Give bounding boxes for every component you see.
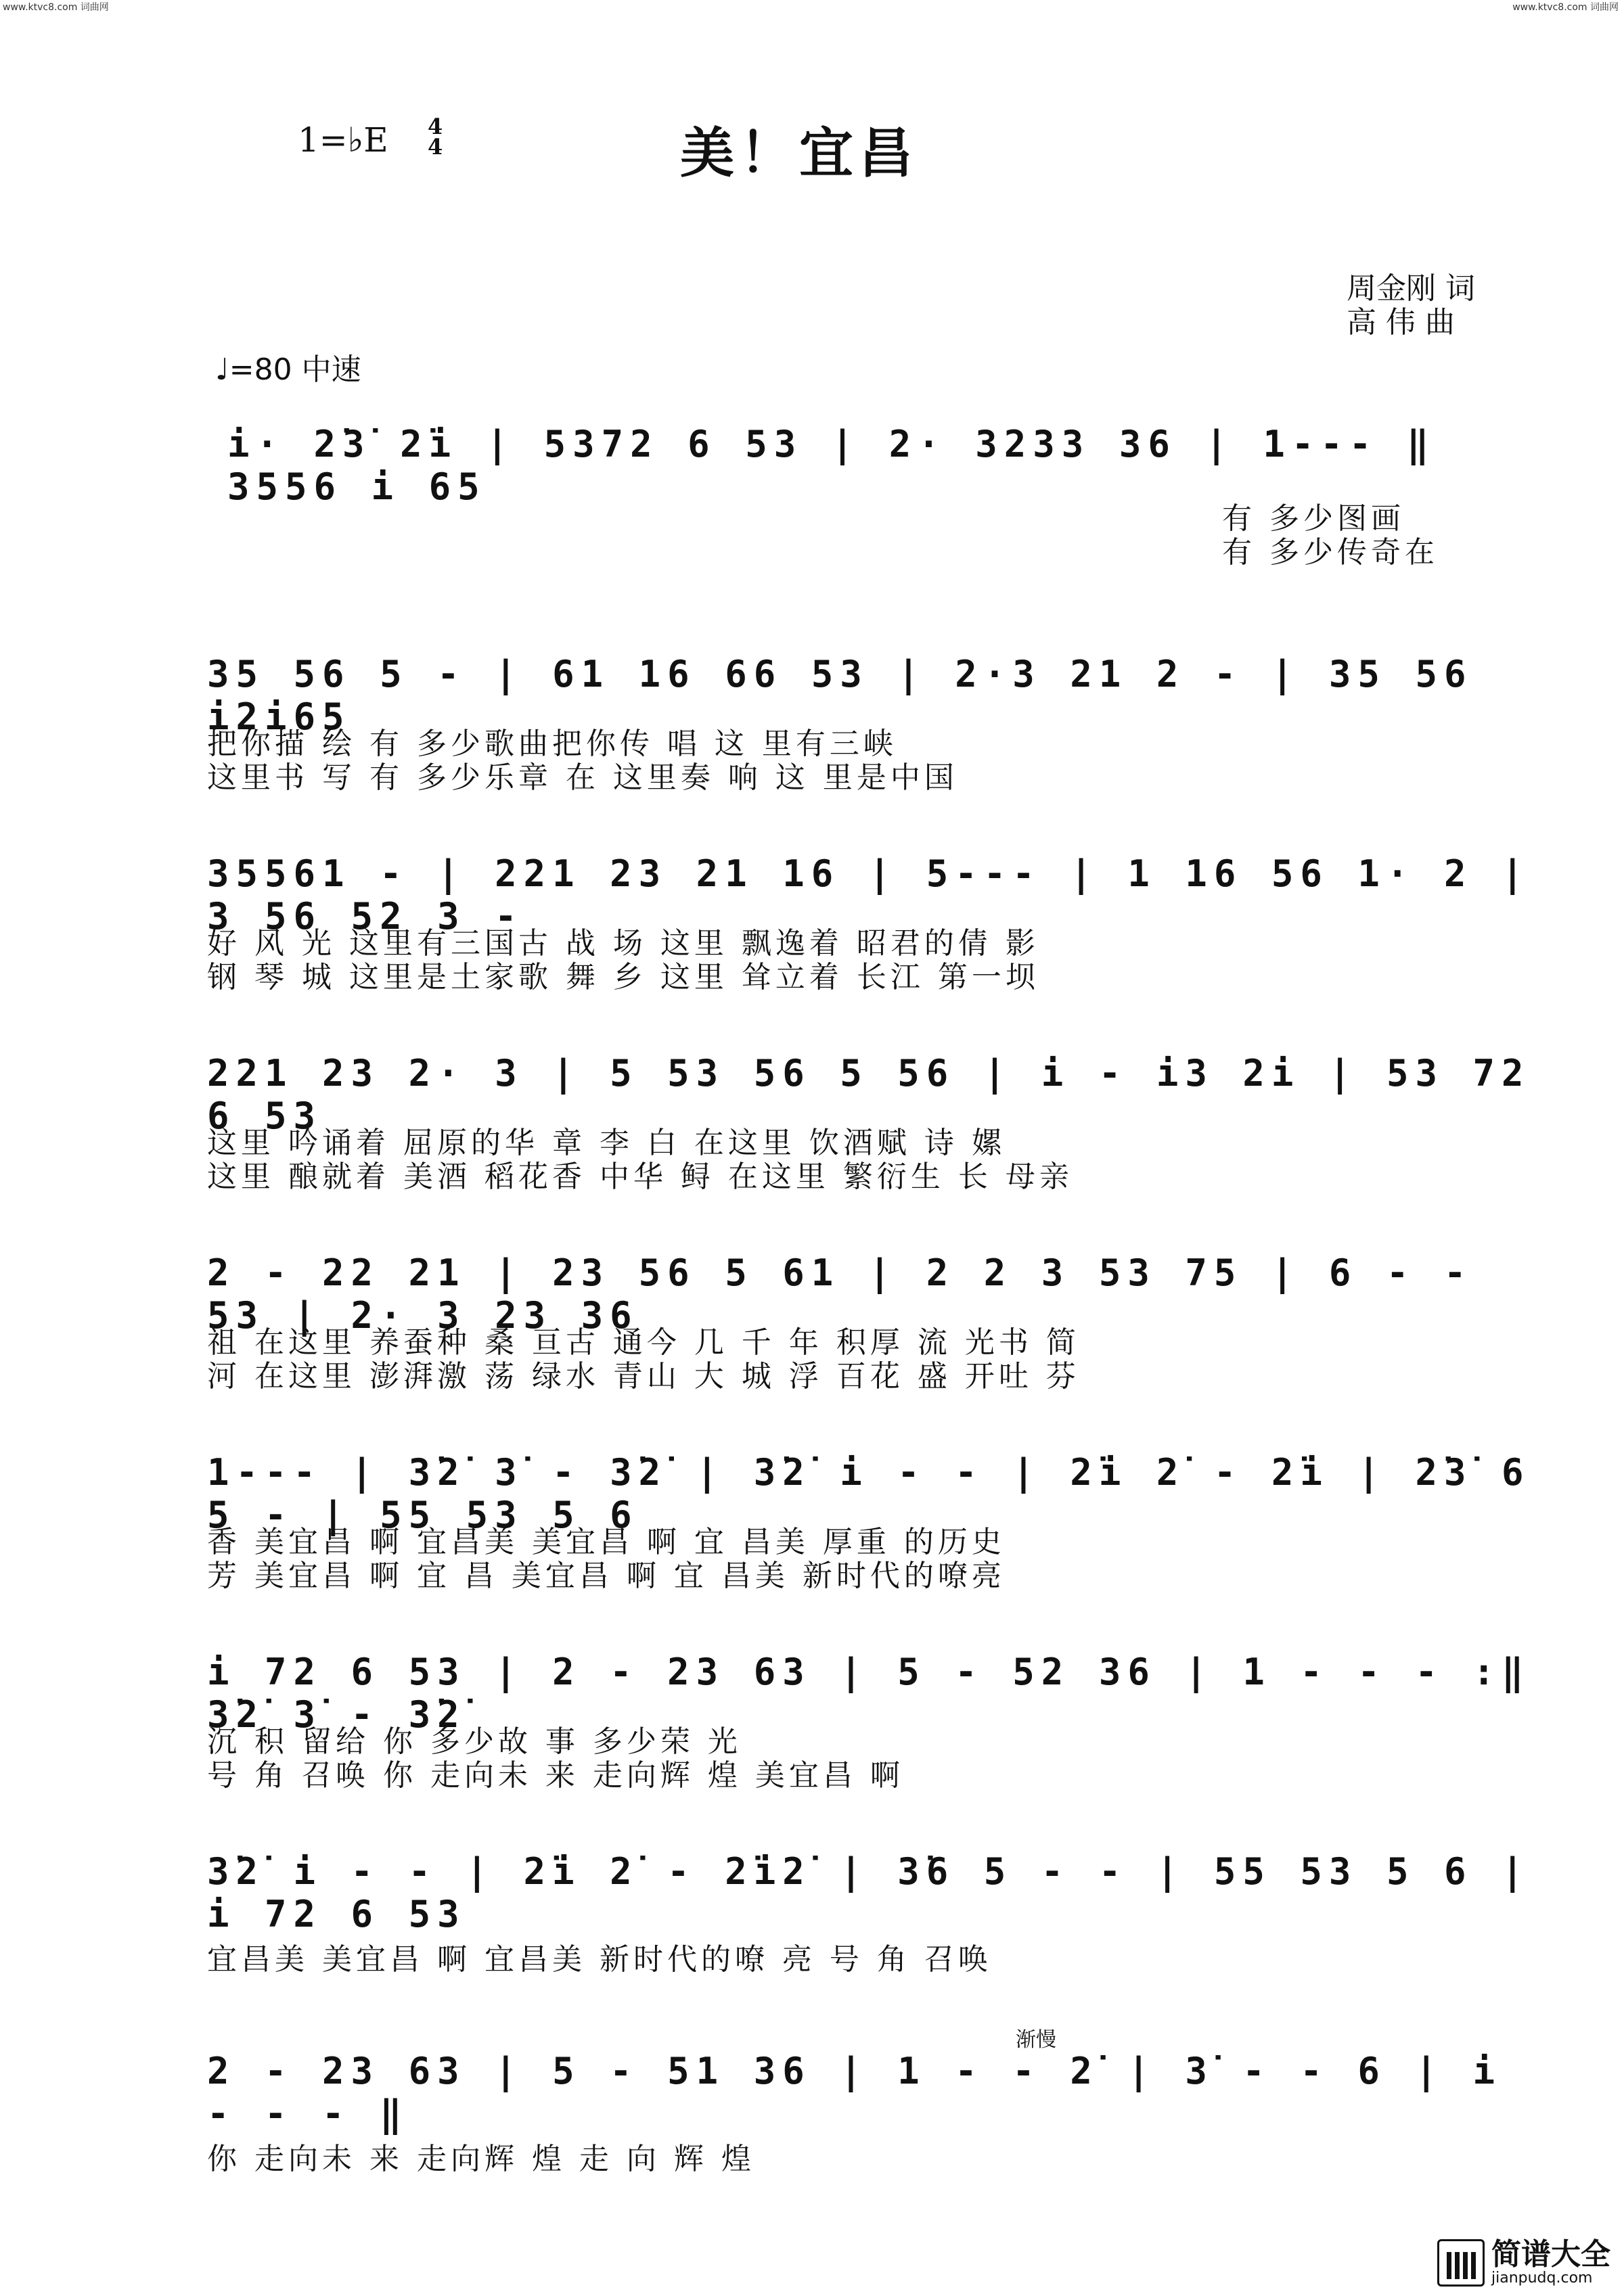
notation: 3̇2̇ i - - | 2̇i 2̇ - 2̇i2̇ | 3̇6 5 - - | 55 53 5 6 | i 72 6 53 [207,1850,1531,1935]
lyric-verse-1: 把你描 绘 有 多少歌曲把你传 唱 这 里有三峡 [207,727,897,761]
lyricist-credit: 周金刚 词 [1347,271,1475,306]
time-signature-top: 4 [428,114,443,139]
lyric-verse-2: 芳 美宜昌 啊 宜 昌 美宜昌 啊 宜 昌美 新时代的嘹亮 [207,1559,1006,1593]
site-watermark-right: www.ktvc8.com 词曲网 [1512,2,1619,13]
lyric-verse-2: 钢 琴 城 这里是土家歌 舞 乡 这里 耸立着 长江 第一坝 [207,960,1039,994]
lyric-verse-1: 香 美宜昌 啊 宜昌美 美宜昌 啊 宜 昌美 厚重 的历史 [207,1525,1006,1559]
notation: 35561 - | 221 23 21 16 | 5--- | 1 16 56 1· 2 | 3 56 52 3 - [207,852,1531,938]
ritardando-marking: 渐慢 [1016,2028,1056,2052]
lyric-verse-1: 宜昌美 美宜昌 啊 宜昌美 新时代的嘹 亮 号 角 召唤 [207,1942,992,1977]
lyric-verse-1: 好 风 光 这里有三国古 战 场 这里 飘逸着 昭君的倩 影 [207,926,1039,961]
lyric-verse-2: 有 多少传奇在 [1222,535,1439,570]
lyric-verse-2: 这里 酿就着 美酒 稻花香 中华 鲟 在这里 繁衍生 长 母亲 [207,1160,1073,1194]
tempo-marking: ♩=80 中速 [215,352,361,387]
lyric-verse-1: 沉 积 留给 你 多少故 事 多少荣 光 [207,1724,742,1759]
notation: 35 56 5 - | 61 16 66 53 | 2·3 21 2 - | 35 56 i2i65 [207,653,1473,738]
logo-url: jianpudq.com [1491,2269,1593,2287]
notation: i 72 6 53 | 2 - 23 63 | 5 - 52 36 | 1 - - - :‖ 3̇2̇ 3̇ - 3̇2̇ [207,1651,1531,1736]
time-signature [428,114,443,160]
lyric-verse-1: 你 走向未 来 走向辉 煌 走 向 辉 煌 [207,2142,755,2176]
lyric-verse-2: 河 在这里 澎湃激 荡 绿水 青山 大 城 浮 百花 盛 开吐 芬 [207,1359,1080,1394]
notation: i· 2̇3̇ 2̇i | 5372 6 53 | 2· 3233 36 | 1--- ‖ 3556 i 65 [227,423,1436,508]
notation: 1--- | 3̇2̇ 3̇ - 3̇2̇ | 3̇2̇ i - - | 2̇i 2̇ - 2̇i | 2̇3̇ 6 5 - | 55 53 5 6 [207,1451,1531,1536]
notation: 221 23 2· 3 | 5 53 56 5 56 | i - i3 2i | 53 72 6 53 [207,1052,1531,1137]
piano-keys-icon [1437,2239,1485,2287]
page-title: 美！宜昌 [680,122,918,185]
lyric-verse-2: 号 角 召唤 你 走向未 来 走向辉 煌 美宜昌 啊 [207,1758,904,1793]
lyric-verse-1: 有 多少图画 [1222,501,1405,536]
key-signature: 1=♭E [298,120,388,160]
composer-credit: 高 伟 曲 [1347,305,1455,340]
logo-text: 简谱大全 [1491,2236,1610,2272]
site-watermark-left: www.ktvc8.com 词曲网 [3,2,109,13]
lyric-verse-1: 这里 吟诵着 屈原的华 章 李 白 在这里 饮酒赋 诗 嫘 [207,1126,1006,1160]
lyric-verse-2: 这里书 写 有 多少乐章 在 这里奏 响 这 里是中国 [207,760,958,795]
lyric-verse-1: 祖 在这里 养蚕种 桑 亘古 通今 几 千 年 积厚 流 光书 简 [207,1325,1080,1360]
time-signature-bottom: 4 [428,134,443,160]
site-logo [1437,2236,1610,2287]
notation: 2 - 23 63 | 5 - 51 36 | 1 - - 2̇ | 3̇ - - 6 | i - - - ‖ [207,2050,1502,2135]
notation: 2 - 22 21 | 23 56 5 61 | 2 2 3 53 75 | 6 - - 53 | 2· 3 23 36 [207,1252,1473,1337]
